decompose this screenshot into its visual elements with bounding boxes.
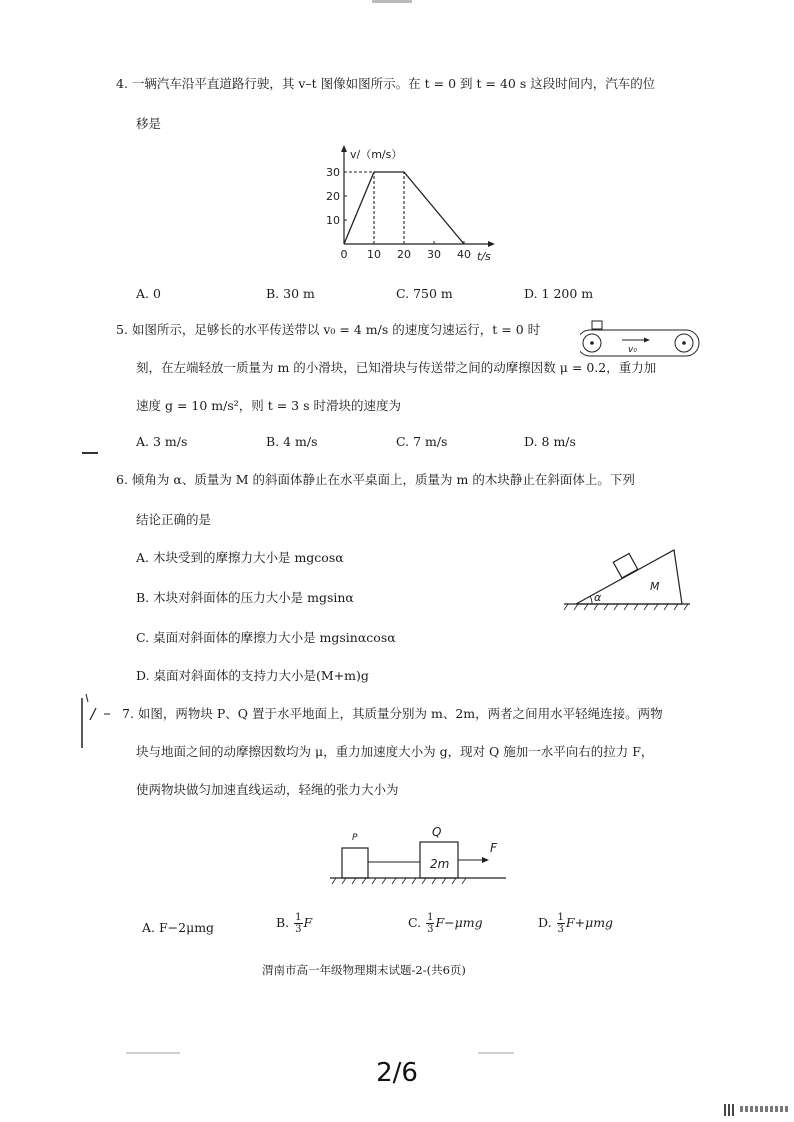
q6-option-d[interactable]: D. 桌面对斜面体的支持力大小是(M+m)g: [136, 668, 369, 683]
page-indicator: 2/6: [376, 1058, 418, 1088]
incline-diagram: [558, 536, 694, 614]
q6-option-c[interactable]: C. 桌面对斜面体的摩擦力大小是 mgsinαcosα: [136, 630, 396, 645]
q5-option-d[interactable]: D. 8 m/s: [524, 434, 576, 449]
vt-chart: [320, 140, 510, 270]
q7-option-b[interactable]: [276, 912, 312, 935]
q4-option-b[interactable]: B. 30 m: [266, 286, 315, 301]
wedge: [576, 550, 682, 604]
force-arrowhead: [482, 857, 489, 863]
q4-text-line2: 移是: [136, 116, 162, 131]
x-tick-label-10: 10: [367, 248, 381, 261]
q5-option-b[interactable]: B. 4 m/s: [266, 434, 318, 449]
q6-text-line1: 6. 倾角为 α、质量为 M 的斜面体静止在水平桌面上，质量为 m 的木块静止在斜面体上。下列: [116, 472, 635, 487]
q7-option-b-prefix: B.: [276, 915, 290, 930]
y-tick-label-30: 30: [326, 166, 340, 179]
block-on-incline: [613, 554, 637, 578]
q7-option-c-prefix: C.: [408, 915, 422, 930]
q5-text-line1: 5. 如图所示，足够长的水平传送带以 v₀ = 4 m/s 的速度匀速运行，t = 0 时: [116, 322, 541, 337]
right-pulley-hub: [682, 341, 686, 345]
fraction-numerator: 1: [295, 912, 302, 923]
q4-text-line1: 4. 一辆汽车沿平直道路行驶，其 v–t 图像如图所示。在 t = 0 到 t = 40 s 这段时间内，汽车的位: [116, 76, 656, 91]
q6-option-b[interactable]: B. 木块对斜面体的压力大小是 mgsinα: [136, 590, 354, 605]
x-tick-label-20: 20: [397, 248, 411, 261]
q6-text-line2: 结论正确的是: [136, 512, 212, 527]
q7-option-a-text: A. F−2μmg: [142, 920, 215, 935]
ground-hatching: [332, 878, 466, 884]
block-q-mass-label: 2m: [430, 857, 450, 871]
y-axis-arrow: [341, 145, 347, 152]
block-q-label: Q: [432, 825, 442, 839]
margin-mark-left: [82, 452, 98, 454]
scan-mark-top: [372, 0, 412, 3]
watermark-qr-icon: [724, 1104, 736, 1116]
q4-option-c[interactable]: C. 750 m: [396, 286, 453, 301]
q5-option-a[interactable]: A. 3 m/s: [136, 434, 188, 449]
y-tick-label-20: 20: [326, 190, 340, 203]
q7-option-d-fraction: [557, 912, 565, 935]
y-axis-label: v/（m/s）: [350, 148, 403, 161]
q7-option-c-fraction: [426, 912, 434, 935]
q7-text-line2: 块与地面之间的动摩擦因数均为 μ，重力加速度大小为 g，现对 Q 施加一水平向右的拉力 F，: [136, 744, 654, 759]
conveyor-belt-diagram: [580, 318, 700, 364]
q7-option-d[interactable]: [538, 912, 613, 935]
table-hatching: [564, 604, 688, 610]
q7-text-line3: 使两物块做匀加速直线运动，轻绳的张力大小为: [136, 782, 399, 797]
x-axis-label: t/s: [477, 250, 491, 263]
q5-option-c[interactable]: C. 7 m/s: [396, 434, 448, 449]
q4-option-a[interactable]: A. 0: [136, 286, 161, 301]
x-tick-label-30: 30: [427, 248, 441, 261]
q7-option-d-suffix: F+μmg: [565, 915, 614, 930]
fraction-denominator: 3: [295, 924, 302, 935]
scan-mark-bottom-right: [478, 1052, 514, 1054]
q5-text-line2: 刻，在左端轻放一质量为 m 的小滑块，已知滑块与传送带之间的动摩擦因数 μ = 0.2，重力加: [136, 360, 657, 375]
margin-mark-q7: [76, 692, 116, 752]
x-tick-label-0: 0: [340, 248, 348, 261]
incline-angle-label: α: [594, 591, 602, 604]
fraction-numerator: 1: [427, 912, 434, 923]
block-p: [342, 848, 368, 878]
force-label: F: [490, 841, 497, 855]
slider-block: [592, 321, 602, 329]
q7-option-a[interactable]: [142, 920, 214, 935]
belt-left-end: [580, 330, 590, 356]
velocity-arrowhead: [644, 338, 650, 343]
fraction-denominator: 3: [427, 924, 434, 935]
angle-arc: [590, 596, 592, 604]
q7-option-c-suffix: F−μmg: [435, 915, 483, 930]
two-blocks-diagram: [330, 822, 510, 888]
incline-mass-label: M: [650, 580, 660, 593]
fraction-denominator: 3: [557, 924, 564, 935]
fraction-numerator: 1: [557, 912, 564, 923]
q7-text-line1: 7. 如图，两物块 P、Q 置于水平地面上，其质量分别为 m、2m，两者之间用水平轻绳连接。两物: [122, 706, 663, 721]
q7-option-b-fraction: [294, 912, 302, 935]
watermark-text: [740, 1106, 788, 1112]
x-tick-label-40: 40: [457, 248, 471, 261]
q7-option-d-prefix: D.: [538, 915, 552, 930]
q7-option-b-suffix: F: [303, 915, 313, 930]
q7-option-c[interactable]: [408, 912, 483, 935]
q4-option-d[interactable]: D. 1 200 m: [524, 286, 594, 301]
y-tick-label-10: 10: [326, 214, 340, 227]
block-p-label: P: [352, 833, 358, 843]
x-axis-arrow: [488, 241, 495, 247]
left-pulley-hub: [590, 341, 594, 345]
belt-velocity-label: v₀: [628, 345, 637, 355]
q5-text-line3: 速度 g = 10 m/s²，则 t = 3 s 时滑块的速度为: [136, 398, 401, 413]
page-footer: 渭南市高一年级物理期末试题-2-(共6页): [262, 963, 466, 977]
q6-option-a[interactable]: A. 木块受到的摩擦力大小是 mgcosα: [136, 550, 344, 565]
scan-mark-bottom-left: [126, 1052, 180, 1054]
